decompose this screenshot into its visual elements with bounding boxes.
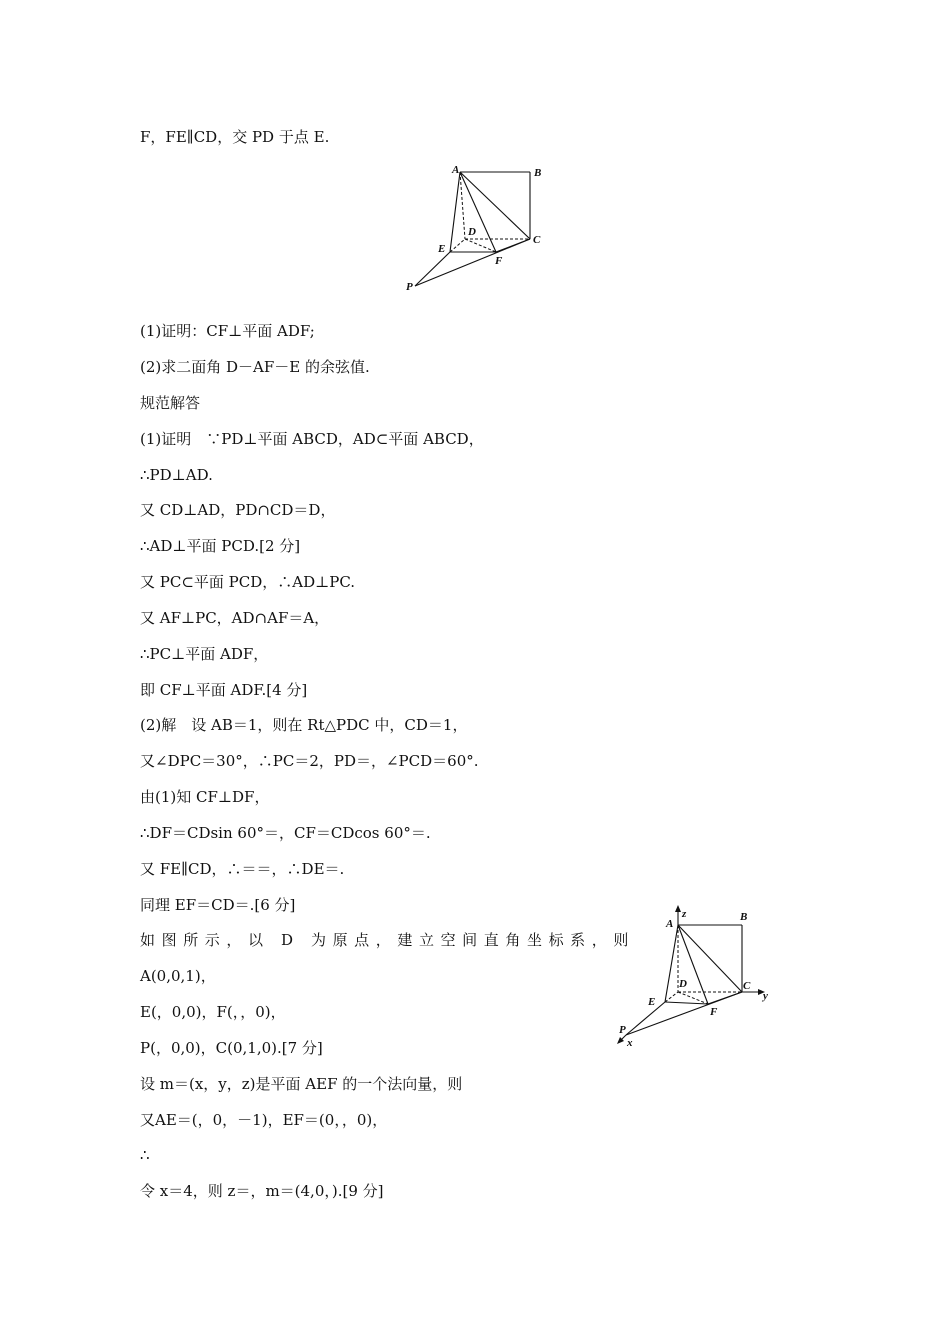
text-line: ∴DF＝CDsin 60°＝，CF＝CDcos 60°＝. [140, 824, 431, 842]
edge-ef [665, 1002, 708, 1004]
text-line: ∴PD⊥AD. [140, 466, 213, 484]
label-d: D [679, 978, 687, 990]
edge-pe [626, 1002, 665, 1035]
label-y: y [763, 990, 768, 1002]
coordinate-figure [612, 905, 787, 1050]
label-a: A [666, 918, 674, 930]
label-b: B [534, 167, 542, 179]
edge-af [460, 172, 496, 252]
text-line: ∴PC⊥平面 ADF， [140, 645, 269, 663]
label-b: B [740, 911, 748, 923]
label-p: P [406, 281, 413, 293]
label-x: x [627, 1037, 633, 1049]
text-line: P(，0,0)，C(0,1,0).[7 分] [140, 1039, 323, 1057]
edge-ae [450, 172, 460, 252]
label-p: P [619, 1024, 626, 1036]
edge-df [678, 992, 708, 1004]
edge-ed [450, 239, 465, 252]
text-line: 即 CF⊥平面 ADF.[4 分] [140, 681, 308, 699]
edge-pc [626, 992, 742, 1035]
pyramid-figure [395, 158, 565, 298]
label-c: C [533, 234, 541, 246]
text-line: 又 CD⊥AD，PD∩CD＝D， [140, 501, 336, 519]
label-e: E [648, 996, 656, 1008]
text-line: 又 FE∥CD，∴＝＝，∴DE＝. [140, 860, 345, 878]
label-f: F [710, 1006, 718, 1018]
text-line: A(0,0,1)， [140, 967, 216, 985]
label-f: F [495, 255, 503, 267]
text-line: 又∠DPC＝30°，∴PC＝2，PD＝，∠PCD＝60°. [140, 752, 479, 770]
z-arrow-icon [675, 905, 681, 912]
label-z: z [682, 908, 687, 920]
text-line: 由(1)知 CF⊥DF， [140, 788, 270, 806]
text-line: 同理 EF＝CD＝.[6 分] [140, 896, 296, 914]
text-line: (1)证明：CF⊥平面 ADF; [140, 322, 315, 340]
section-heading: 规范解答 [140, 394, 201, 412]
text-line: 设 m＝(x，y，z)是平面 AEF 的一个法向量，则 [140, 1075, 463, 1093]
text-line: (2)解 设 AB＝1，则在 Rt△PDC 中，CD＝1， [140, 716, 468, 734]
text-line: (2)求二面角 D－AF－E 的余弦值. [140, 358, 370, 376]
edge-pe [415, 252, 450, 286]
text-line: 又 PC⊂平面 PCD，∴AD⊥PC. [140, 573, 356, 591]
text-line: 如图所示，以 D 为原点，建立空间直角坐标系，则 [140, 931, 635, 949]
text-line: 又 AF⊥PC，AD∩AF＝A， [140, 609, 330, 627]
edge-ae [665, 925, 678, 1002]
text-line: (1)证明 ∵PD⊥平面 ABCD，AD⊂平面 ABCD， [140, 430, 484, 448]
label-e: E [438, 243, 446, 255]
text-line: E(，0,0)，F(，，0)， [140, 1003, 286, 1021]
text-line: F，FE∥CD，交 PD 于点 E. [140, 128, 330, 146]
edge-pc [415, 239, 530, 286]
label-c: C [743, 980, 751, 992]
text-line: 令 x＝4，则 z＝，m＝(4,0，).[9 分] [140, 1182, 384, 1200]
label-d: D [468, 226, 476, 238]
text-line: 又AE＝(，0，－1)，EF＝(0，，0)， [140, 1111, 388, 1129]
text-line: ∴AD⊥平面 PCD.[2 分] [140, 537, 301, 555]
text-line: ∴ [140, 1146, 150, 1164]
edge-ac [678, 925, 742, 992]
label-a: A [452, 164, 460, 176]
